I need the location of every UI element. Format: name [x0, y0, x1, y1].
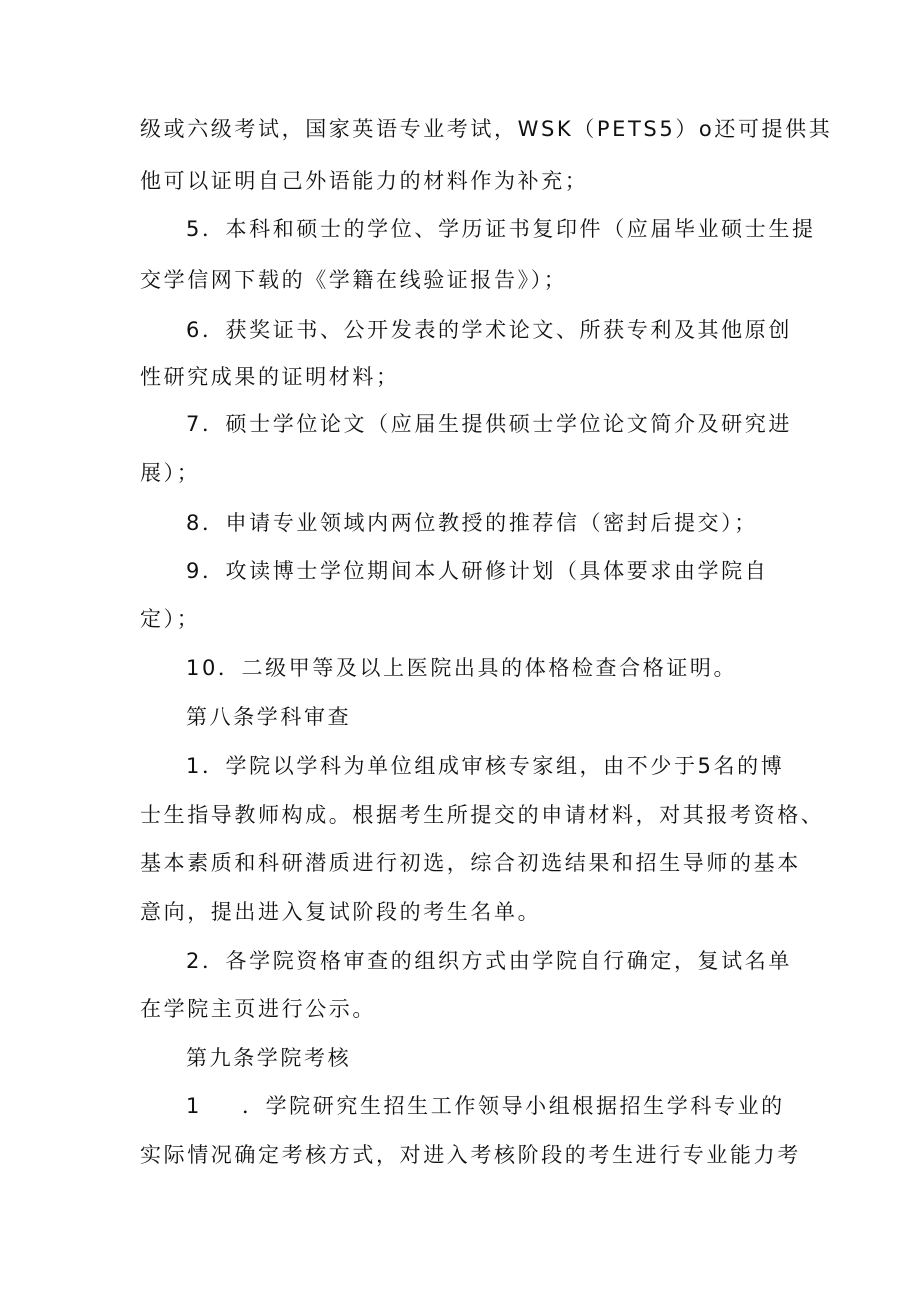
list-item-line: 1．学院以学科为单位组成审核专家组，由不少于5名的博 [186, 754, 785, 778]
text-line: 级或六级考试，国家英语专业考试，WSK（PETS5）o还可提供其 [140, 117, 833, 141]
list-item-line: 定）； [140, 607, 201, 631]
list-item-line: 6．获奖证书、公开发表的学术论文、所获专利及其他原创 [186, 318, 792, 342]
list-item-text: ．学院研究生招生工作领导小组根据招生学科专业的 [241, 1094, 785, 1118]
list-item-line: 展）； [140, 461, 201, 485]
section-heading: 第九条学院考核 [186, 1046, 352, 1070]
list-item-line: 在学院主页进行公示。 [140, 997, 376, 1021]
list-item-line: 10．二级甲等及以上医院出具的体格检查合格证明。 [186, 656, 738, 680]
text-line: 他可以证明自己外语能力的材料作为补充； [140, 169, 589, 193]
list-item-line: 基本素质和科研潜质进行初选，综合初选结果和招生导师的基本 [140, 851, 801, 875]
list-item-line: 性研究成果的证明材料； [140, 365, 400, 389]
list-item-line: 实际情况确定考核方式，对进入考核阶段的考生进行专业能力考 [140, 1143, 801, 1167]
list-item-line: 5．本科和硕士的学位、学历证书复印件（应届毕业硕士生提 [186, 217, 816, 241]
list-item-number: 1 [186, 1094, 202, 1118]
list-item-line: 9．攻读博士学位期间本人研修计划（具体要求由学院自 [186, 559, 769, 583]
list-item-line: 7．硕士学位论文（应届生提供硕士学位论文简介及研究进 [186, 412, 792, 436]
list-item-line: 8．申请专业领域内两位教授的推荐信（密封后提交）； [186, 511, 758, 535]
list-item-line: 2．各学院资格审查的组织方式由学院自行确定，复试名单 [186, 949, 792, 973]
list-item-line: 意向，提出进入复试阶段的考生名单。 [140, 900, 542, 924]
list-item-line [186, 1091, 785, 1121]
list-item-line: 交学信网下载的《学籍在线验证报告》）； [140, 268, 568, 292]
section-heading: 第八条学科审查 [186, 705, 352, 729]
list-item-line: 士生指导教师构成。根据考生所提交的申请材料，对其报考资格、 [140, 803, 825, 827]
